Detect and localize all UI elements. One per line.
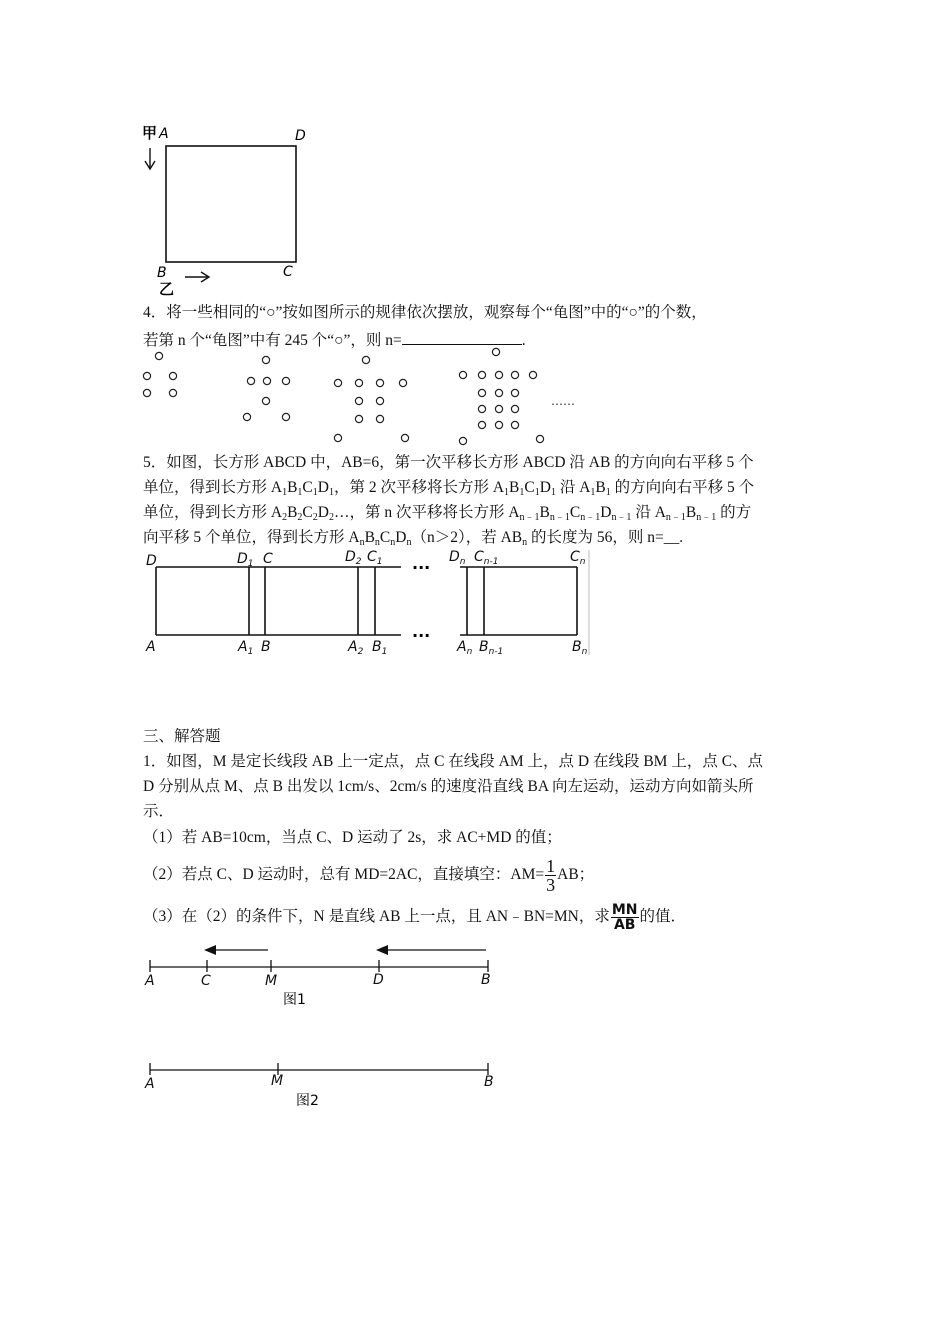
dot — [492, 348, 499, 355]
label-B: B — [157, 265, 167, 281]
dot — [355, 397, 362, 404]
dot — [362, 356, 369, 363]
rectangles-figure — [140, 545, 600, 660]
fig5-A2: A — [348, 639, 358, 655]
fraction-one-third: $\frac{1}{3}$ — [546, 856, 556, 895]
q4-ellipsis: …… — [551, 394, 575, 408]
label-C: C — [283, 264, 293, 280]
fig5-C1: C — [367, 549, 377, 565]
dot — [334, 379, 341, 386]
figure-1 — [140, 940, 510, 1010]
s3-part2: （2）若点 C、D 运动时，总有 MD=2AC，直接填空：AM= $\frac{1}{3}$ AB； — [143, 856, 595, 895]
svg-text:Cn: $C_n$ — [570, 549, 586, 567]
arrow-c-head — [204, 945, 216, 955]
dot — [355, 379, 362, 386]
figure-2 — [140, 1055, 510, 1115]
dot — [478, 371, 485, 378]
dot — [495, 421, 502, 428]
dot — [478, 421, 485, 428]
fig1-B: B — [481, 972, 491, 988]
dot — [169, 372, 176, 379]
fig5-dots-top: ··· — [412, 558, 431, 577]
dot — [399, 379, 406, 386]
q4-line2-text: 若第 n 个“龟图”中有 245 个“○”，则 n= — [143, 332, 402, 349]
fig5-Bn: B — [572, 639, 582, 655]
fig1-D: D — [373, 972, 384, 988]
q4-line1: 4．将一些相同的“○”按如图所示的规律依次摆放，观察每个“龟图”中的“○”的个数， — [143, 304, 707, 321]
dot — [247, 377, 254, 384]
dot — [376, 397, 383, 404]
dot — [243, 413, 250, 420]
dot — [495, 405, 502, 412]
svg-text:A2: $A_2$ — [348, 639, 364, 657]
dot — [262, 397, 269, 404]
dot — [511, 421, 518, 428]
fig5-dots-bottom: ··· — [412, 626, 431, 645]
dot — [478, 405, 485, 412]
fraction-mn-ab: $\frac{MN}{AB}$ — [611, 901, 638, 933]
dot — [376, 415, 383, 422]
dot — [459, 437, 466, 444]
fig5-Cn1: C — [474, 549, 484, 565]
svg-text:D1: $D_1$ — [237, 551, 254, 569]
arrow-d-head — [376, 945, 388, 955]
fig5-B: B — [261, 639, 271, 655]
fig1-M: M — [265, 973, 278, 989]
q5-line3: 单位，得到长方形 $A_2B_2C_2D_2\dots$，第 n 次平移将长方形 $A_{n﹣1}B_{n﹣1}C_{n﹣1}D_{n﹣1}$ 沿 $A_{n﹣1}B_{n﹣1}$ 的方 — [143, 504, 752, 523]
square-figure — [135, 120, 325, 300]
dot — [143, 389, 150, 396]
q4-line2-end: . — [521, 332, 526, 349]
dot — [376, 379, 383, 386]
dot — [355, 415, 362, 422]
label-jia: 甲 — [142, 124, 158, 142]
dot — [169, 389, 176, 396]
dot — [263, 377, 270, 384]
svg-text:Bn-1: $B_{n-1}$ — [479, 639, 504, 657]
dot — [334, 434, 341, 441]
fig5-B1: B — [372, 639, 382, 655]
q5-line4: 向平移 5 个单位，得到长方形 $A_nB_nC_nD_n(n>2)$，若 $AB_n$ 的长度为 56，则 n=__. — [143, 529, 684, 548]
square — [166, 146, 296, 262]
dot — [511, 389, 518, 396]
fig1-caption: 图1 — [283, 992, 306, 1008]
dot — [511, 405, 518, 412]
dot — [495, 371, 502, 378]
dot — [262, 356, 269, 363]
svg-text:Cn-1: $C_{n-1}$ — [474, 549, 499, 567]
fig2-B: B — [484, 1074, 494, 1090]
dot — [536, 435, 543, 442]
fig2-M: M — [271, 1073, 284, 1089]
q5-line2: 单位，得到长方形 $A_1B_1C_1D_1$，第 2 次平移将长方形 $A_1B_1C_1D_1$ 沿 $A_1B_1$ 的方向向右平移 5 个 — [143, 479, 755, 498]
s3-part1: （1）若 AB=10cm，当点 C、D 运动了 2s，求 AC+MD 的值； — [143, 829, 562, 846]
s3-part3: （3）在（2）的条件下，N 是直线 AB 上一点，且 AN﹣BN=MN，求 $\frac{MN}{AB}$ 的值． — [143, 901, 687, 933]
dot — [282, 377, 289, 384]
s3-q1-line2: D 分别从点 M、点 B 出发以 1cm/s、2cm/s 的速度沿直线 BA 向左运动，运动方向如箭头所 — [143, 778, 754, 795]
dot — [511, 371, 518, 378]
dot — [282, 413, 289, 420]
dot — [495, 389, 502, 396]
fig5-D: D — [146, 553, 157, 569]
fig1-C: C — [201, 973, 211, 989]
fig5-A1: A — [238, 639, 248, 655]
svg-text:C1: $C_1$ — [367, 549, 383, 567]
fig5-Dn: D — [449, 549, 460, 565]
dot — [529, 371, 536, 378]
dot — [155, 352, 162, 359]
section-heading: 三、解答题 — [143, 728, 221, 745]
svg-text:An: $A_n$ — [457, 639, 473, 657]
dot — [478, 389, 485, 396]
s3-q1-line3: 示． — [143, 803, 175, 820]
fig5-Cn: C — [570, 549, 580, 565]
fig5-D2: D — [345, 549, 356, 565]
fig5-C: C — [263, 551, 273, 567]
svg-text:D2: $D_2$ — [345, 549, 362, 567]
fig5-An: A — [457, 639, 467, 655]
label-D: D — [295, 128, 306, 144]
fig2-A: A — [145, 1076, 155, 1092]
svg-text:Bn: $B_n$ — [572, 639, 588, 657]
fig2-caption: 图2 — [296, 1093, 319, 1109]
fig5-A: A — [146, 639, 156, 655]
fig1-A: A — [145, 973, 155, 989]
fig5-Bn1: B — [479, 639, 489, 655]
turtle-figures — [135, 345, 595, 450]
label-A: A — [159, 126, 169, 142]
q4-answer-blank[interactable] — [402, 328, 522, 345]
svg-text:Dn: $D_n$ — [449, 549, 466, 567]
q5-answer-blank[interactable]: __ — [663, 529, 680, 546]
fig5-D1: D — [237, 551, 248, 567]
svg-text:A1: $A_1$ — [238, 639, 254, 657]
dot — [143, 372, 150, 379]
dot — [459, 371, 466, 378]
q5-line1: 5．如图，长方形 ABCD 中，AB=6，第一次平移长方形 ABCD 沿 AB 的方向向右平移 5 个 — [143, 454, 754, 471]
label-yi: 乙 — [159, 280, 175, 298]
dot — [401, 434, 408, 441]
svg-text:B1: $B_1$ — [372, 639, 388, 657]
s3-q1-line1: 1．如图，M 是定长线段 AB 上一定点，点 C 在线段 AM 上，点 D 在线段 BM 上，点 C、点 — [143, 753, 764, 770]
